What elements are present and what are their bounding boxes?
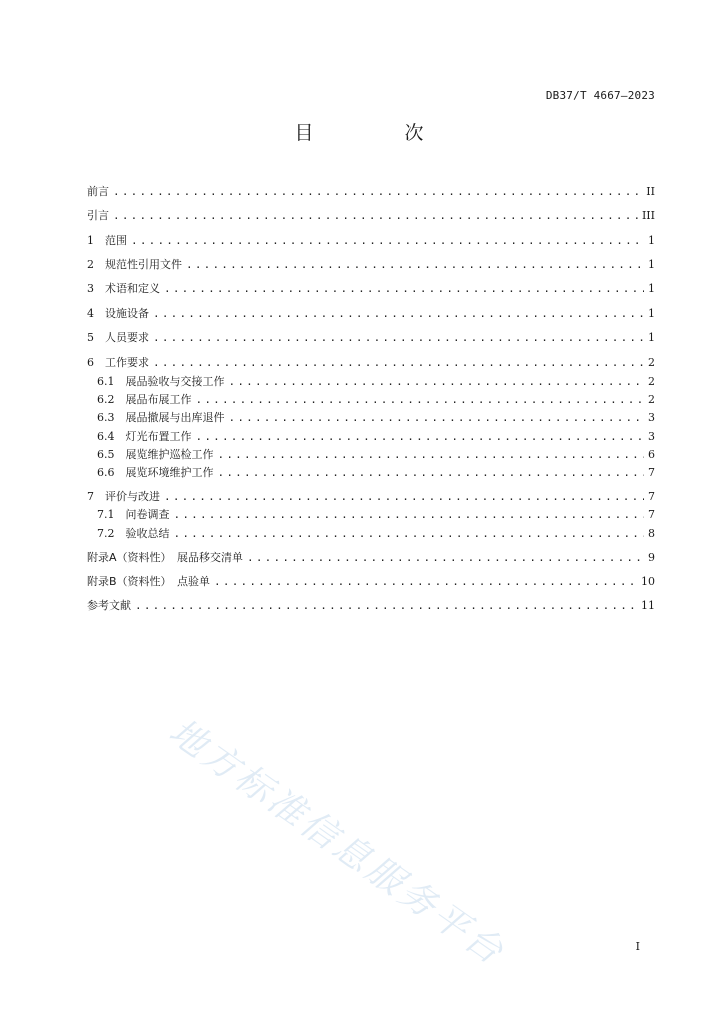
toc-entry-6-5[interactable] — [97, 447, 655, 462]
toc-page: 2 — [648, 356, 655, 369]
toc-entry-7[interactable] — [87, 489, 655, 504]
toc-entry-appendix-a[interactable] — [87, 550, 655, 565]
dot-leader — [131, 233, 644, 248]
standard-code: DB37/T 4667—2023 — [545, 89, 655, 102]
toc-entry-6-6[interactable] — [97, 465, 655, 480]
dot-leader — [135, 598, 637, 613]
toc-page: 11 — [641, 599, 655, 612]
toc-number: 6.4 — [97, 430, 126, 443]
toc-number: 6.5 — [97, 448, 126, 461]
dot-leader — [153, 355, 644, 370]
toc-label: 展品撤展与出库退件 — [125, 411, 225, 424]
toc-number: 6.6 — [97, 466, 126, 479]
toc-number: 5 — [87, 331, 105, 344]
toc-entry-1[interactable] — [87, 233, 655, 248]
toc-label: 展品验收与交接工作 — [125, 375, 225, 388]
dot-leader — [218, 447, 645, 462]
dot-leader — [218, 465, 645, 480]
dot-leader — [164, 281, 644, 296]
toc-page: 10 — [641, 575, 655, 588]
toc-label: 范围 — [105, 234, 127, 247]
toc-label: 工作要求 — [105, 356, 149, 369]
dot-leader — [164, 489, 644, 504]
toc-label: 问卷调查 — [125, 508, 170, 521]
toc-label: 展览维护巡检工作 — [125, 448, 214, 461]
toc-label: 展览环境维护工作 — [125, 466, 214, 479]
toc-label: 规范性引用文件 — [105, 258, 182, 271]
toc-entry-7-1[interactable] — [97, 507, 655, 522]
toc-entry-6[interactable] — [87, 355, 655, 370]
dot-leader — [229, 410, 645, 425]
toc-label: 验收总结 — [125, 527, 170, 540]
toc-page: 1 — [648, 258, 655, 271]
dot-leader — [174, 507, 645, 522]
dot-leader — [229, 374, 645, 389]
toc-page: III — [641, 209, 655, 222]
toc-page: 6 — [648, 448, 655, 461]
toc-page: 8 — [648, 527, 655, 540]
toc-number: 1 — [87, 234, 105, 247]
toc-label: 附录B（资料性） 点验单 — [87, 575, 211, 588]
toc-entry-references[interactable] — [87, 598, 655, 613]
toc-entry-6-1[interactable] — [97, 374, 655, 389]
toc-page: 3 — [648, 411, 655, 424]
toc-page: 1 — [648, 282, 655, 295]
toc-entry-2[interactable] — [87, 257, 655, 272]
toc-number: 4 — [87, 307, 105, 320]
toc-number: 6.3 — [97, 411, 126, 424]
dot-leader — [214, 574, 637, 589]
toc-entry-foreword[interactable] — [87, 184, 655, 199]
dot-leader — [153, 330, 644, 345]
page-title: 目 次 — [294, 122, 460, 144]
dot-leader — [113, 208, 638, 223]
toc-page: 3 — [648, 430, 655, 443]
toc-label: 附录A（资料性） 展品移交清单 — [87, 551, 244, 564]
toc-number: 2 — [87, 258, 105, 271]
watermark: 地方标准信息服务平台 — [161, 711, 513, 975]
toc-page: 7 — [648, 466, 655, 479]
toc-page: 7 — [648, 490, 655, 503]
toc-label: 术语和定义 — [105, 282, 160, 295]
toc-label: 评价与改进 — [105, 490, 160, 503]
toc-number: 6 — [87, 356, 105, 369]
toc-entry-introduction[interactable] — [87, 208, 655, 223]
toc-label: 前言 — [87, 185, 109, 198]
toc-entry-5[interactable] — [87, 330, 655, 345]
toc-entry-7-2[interactable] — [97, 526, 655, 541]
toc-number: 3 — [87, 282, 105, 295]
toc-page: 1 — [648, 331, 655, 344]
dot-leader — [196, 392, 645, 407]
toc-entry-6-2[interactable] — [97, 392, 655, 407]
footer-page-number: I — [635, 940, 640, 953]
toc-entry-3[interactable] — [87, 281, 655, 296]
toc-number: 6.2 — [97, 393, 126, 406]
toc-page: 9 — [648, 551, 655, 564]
toc-page: 2 — [648, 375, 655, 388]
toc-label: 灯光布置工作 — [125, 430, 192, 443]
toc-number: 7 — [87, 490, 105, 503]
toc-page: 1 — [648, 307, 655, 320]
toc-label: 引言 — [87, 209, 109, 222]
toc-label: 人员要求 — [105, 331, 149, 344]
toc-number: 7.2 — [97, 527, 126, 540]
dot-leader — [196, 429, 645, 444]
dot-leader — [247, 550, 644, 565]
toc-page: 2 — [648, 393, 655, 406]
toc-entry-6-3[interactable] — [97, 410, 655, 425]
toc-page: II — [646, 185, 655, 198]
dot-leader — [186, 257, 644, 272]
toc-page: 7 — [648, 508, 655, 521]
toc-number: 7.1 — [97, 508, 126, 521]
dot-leader — [153, 306, 644, 321]
toc-label: 参考文献 — [87, 599, 131, 612]
toc-entry-4[interactable] — [87, 306, 655, 321]
toc-entry-6-4[interactable] — [97, 429, 655, 444]
toc-label: 展品布展工作 — [125, 393, 192, 406]
dot-leader — [174, 526, 645, 541]
toc-label: 设施设备 — [105, 307, 149, 320]
dot-leader — [113, 184, 642, 199]
toc-page: 1 — [648, 234, 655, 247]
toc-entry-appendix-b[interactable] — [87, 574, 655, 589]
toc-number: 6.1 — [97, 375, 126, 388]
